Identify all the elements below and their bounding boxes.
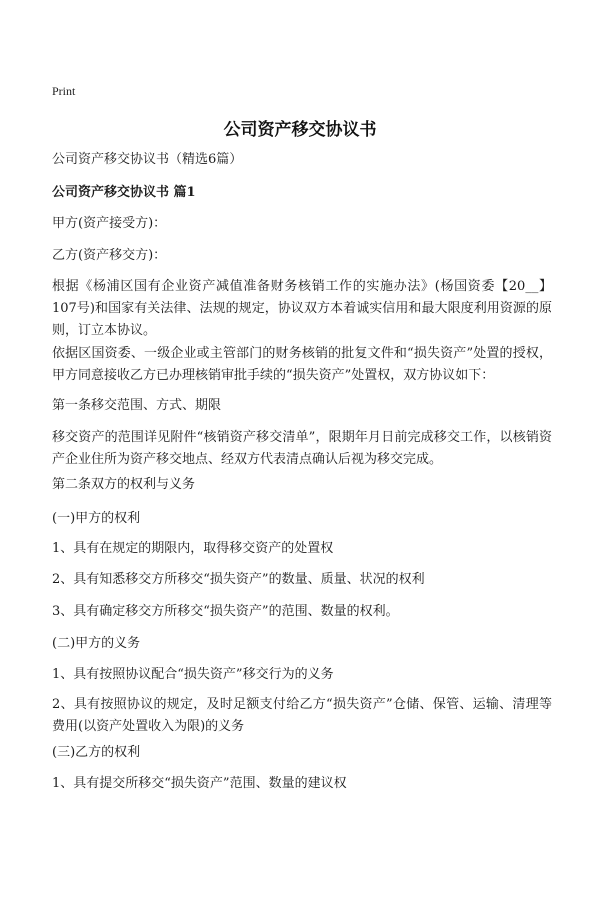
subtitle: 公司资产移交协议书（精选6篇） [52, 152, 243, 167]
paragraph-party-a: 甲方(资产接受方)： [52, 216, 167, 231]
list-item: 3、具有确定移交方所移交“损失资产”的范围、数量的权利。 [52, 604, 399, 619]
list-item: 2、具有按照协议的规定，及时足额支付给乙方“损失资产”仓储、保管、运输、清理等费用(以资产处置收入为限)的义务 [52, 697, 552, 734]
article-2-heading: 第二条双方的权利与义务 [52, 477, 196, 492]
document-title: 公司资产移交协议书 [223, 120, 377, 140]
article-1-heading: 第一条移交范围、方式、期限 [52, 398, 222, 413]
paragraph-authorization: 依据区国资委、一级企业或主管部门的财务核销的批复文件和“损失资产”处置的授权，甲方同意接收乙方已办理核销审批手续的“损失资产”处置权，双方协议如下： [52, 346, 552, 383]
print-link[interactable]: Print [52, 84, 76, 98]
section-heading: 公司资产移交协议书 篇1 [52, 185, 196, 200]
list-item: 2、具有知悉移交方所移交“损失资产”的数量、质量、状况的权利 [52, 572, 425, 587]
party-b-rights-heading: (三)乙方的权利 [52, 745, 141, 760]
paragraph-party-b: 乙方(资产移交方)： [52, 248, 167, 263]
paragraph-basis: 根据《杨浦区国有企业资产减值准备财务核销工作的实施办法》(杨国资委【20__】107号)和国家有关法律、法规的规定，协议双方本着诚实信用和最大限度利用资源的原则，订立本协议。 [52, 279, 552, 338]
party-a-rights-heading: (一)甲方的权利 [52, 511, 141, 526]
party-a-obligations-heading: (二)甲方的义务 [52, 636, 141, 651]
paragraph-scope: 移交资产的范围详见附件“核销资产移交清单”，限期年月日前完成移交工作，以核销资产企业住所为资产移交地点、经双方代表清点确认后视为移交完成。 [52, 430, 552, 467]
list-item: 1、具有按照协议配合“损失资产”移交行为的义务 [52, 667, 334, 682]
list-item: 1、具有在规定的期限内，取得移交资产的处置权 [52, 541, 334, 556]
list-item: 1、具有提交所移交“损失资产”范围、数量的建议权 [52, 776, 347, 791]
